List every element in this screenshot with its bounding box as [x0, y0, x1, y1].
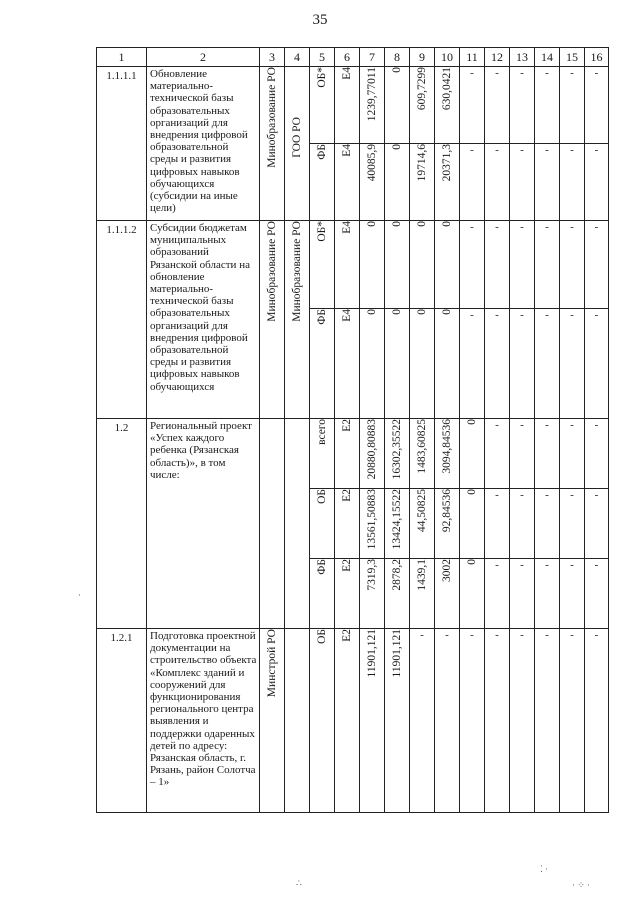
recipient-cell [285, 67, 310, 221]
header-cell: 11 [460, 48, 485, 67]
header-cell: 3 [260, 48, 285, 67]
dash: - [520, 559, 524, 571]
dash-cell [485, 67, 510, 144]
dash: - [594, 144, 599, 156]
funding-source: всего [316, 419, 328, 445]
value-cell [385, 67, 410, 144]
value-cell [435, 144, 460, 221]
value-col10: 3002 [441, 559, 453, 582]
value-cell [435, 309, 460, 419]
code-cell [335, 489, 360, 559]
header-cell: 9 [410, 48, 435, 67]
executor: Минобразование РО [266, 67, 278, 168]
row-name: Обновление материально-технической базы образовательных организаций для внедрения цифровой образовательной среды и развития цифровых навыков обучающихся (субсидии на иные цели) [147, 67, 260, 221]
row-name: Субсидии бюджетам муниципальных образований Рязанской области на обновление материально-технической базы образовательных организаций для внедрения цифровой образовательной среды и развития цифровых навыков обучающихся [147, 221, 260, 419]
value-cell [460, 489, 485, 559]
scan-speck: ∴ [296, 878, 302, 888]
dash-cell [535, 221, 560, 309]
value-col9: 19714,6 [416, 144, 428, 182]
dash-cell [510, 559, 535, 629]
dash-cell [485, 559, 510, 629]
budget-code: Е2 [341, 489, 353, 502]
value-col8: 16302,35522 [391, 419, 403, 480]
value-col9: 1439,1 [416, 559, 428, 591]
value-cell [410, 309, 435, 419]
header-cell: 15 [560, 48, 585, 67]
dash-cell [485, 309, 510, 419]
value-col7: 0 [366, 221, 378, 227]
dash: - [594, 309, 599, 321]
header-cell: 6 [335, 48, 360, 67]
value-col7: 20880,80883 [366, 419, 378, 480]
dash: - [545, 489, 549, 501]
budget-code: Е4 [341, 67, 353, 80]
dash: - [445, 629, 449, 641]
value-col11: 0 [466, 559, 478, 565]
value-cell [360, 144, 385, 221]
header-cell: 5 [310, 48, 335, 67]
value-cell [435, 489, 460, 559]
funding-source: ОБ [316, 489, 328, 504]
dash-cell [485, 419, 510, 489]
value-cell [385, 489, 410, 559]
dash-cell [560, 629, 585, 813]
value-cell [360, 419, 385, 489]
dash-cell [585, 419, 609, 489]
dash-cell [510, 629, 535, 813]
dash: - [520, 419, 524, 431]
value-cell [410, 419, 435, 489]
code-cell [335, 629, 360, 813]
dash: - [495, 629, 499, 641]
recipient-cell [285, 419, 310, 629]
table-row [97, 221, 609, 309]
dash-cell [585, 67, 609, 144]
value-cell [435, 419, 460, 489]
recipient-cell [285, 629, 310, 813]
value-cell [460, 419, 485, 489]
budget-code: Е4 [341, 309, 353, 322]
dash: - [545, 221, 549, 233]
budget-code: Е2 [341, 629, 353, 642]
value-cell [410, 144, 435, 221]
recipient: ГОО РО [291, 117, 303, 158]
value-col8: 2878,2 [391, 559, 403, 591]
scan-speck: · [78, 590, 81, 600]
dash: - [495, 67, 499, 79]
funding-source: ФБ [316, 144, 328, 160]
table-row [97, 629, 609, 813]
value-cell [410, 489, 435, 559]
dash-cell [410, 629, 435, 813]
dash-cell [535, 144, 560, 221]
header-cell: 1 [97, 48, 147, 67]
table-row [97, 419, 609, 489]
value-cell [360, 309, 385, 419]
dash: - [520, 144, 524, 156]
dash: - [594, 559, 599, 571]
dash: - [495, 489, 499, 501]
value-cell [410, 221, 435, 309]
row-name: Региональный проект «Успех каждого ребенка (Рязанская область)», в том числе: [147, 419, 260, 629]
funding-source: ОБ* [316, 221, 328, 242]
dash-cell [560, 221, 585, 309]
dash-cell [510, 67, 535, 144]
dash-cell [510, 419, 535, 489]
dash: - [470, 144, 474, 156]
dash: - [545, 419, 549, 431]
dash: - [520, 309, 524, 321]
dash-cell [585, 559, 609, 629]
dash: - [594, 489, 599, 501]
scan-speck: ⁚ · [540, 864, 549, 874]
value-cell [360, 221, 385, 309]
dash-cell [435, 629, 460, 813]
dash: - [495, 559, 499, 571]
value-col8: 0 [391, 221, 403, 227]
value-cell [385, 221, 410, 309]
dash: - [520, 489, 524, 501]
value-cell [385, 309, 410, 419]
dash: - [470, 221, 474, 233]
dash: - [594, 629, 599, 641]
dash-cell [585, 489, 609, 559]
dash: - [495, 309, 499, 321]
value-col10: 92,84536 [441, 489, 453, 533]
value-col9: 0 [416, 221, 428, 227]
dash: - [495, 144, 499, 156]
executor-cell [260, 419, 285, 629]
value-col7: 40085,9 [366, 144, 378, 182]
code-cell [335, 309, 360, 419]
budget-code: Е2 [341, 419, 353, 432]
source-cell [310, 221, 335, 309]
dash-cell [510, 144, 535, 221]
source-cell [310, 489, 335, 559]
value-cell [410, 559, 435, 629]
value-cell [385, 629, 410, 813]
dash: - [570, 629, 574, 641]
value-cell [460, 559, 485, 629]
funding-source: ОБ* [316, 67, 328, 88]
value-col11: 0 [466, 419, 478, 425]
header-cell: 13 [510, 48, 535, 67]
funding-source: ФБ [316, 559, 328, 575]
dash: - [545, 559, 549, 571]
dash: - [545, 67, 549, 79]
value-col10: 630,0421 [441, 67, 453, 111]
row-name: Подготовка проектной документации на строительство объекта «Комплекс зданий и сооружений для функционирования регионального центра выявления и поддержки одаренных детей по адресу: Рязанская область, г. Рязань, район Солотча – 1» [147, 629, 260, 813]
dash-cell [460, 221, 485, 309]
dash-cell [510, 309, 535, 419]
row-code: 1.1.1.1 [97, 67, 147, 221]
budget-code: Е4 [341, 144, 353, 157]
source-cell [310, 559, 335, 629]
dash: - [520, 629, 524, 641]
value-cell [435, 559, 460, 629]
dash-cell [485, 629, 510, 813]
dash: - [545, 309, 549, 321]
dash: - [520, 221, 524, 233]
value-cell [385, 144, 410, 221]
dash: - [570, 559, 574, 571]
dash-cell [560, 144, 585, 221]
dash-cell [485, 221, 510, 309]
value-col9: 609,7299 [416, 67, 428, 111]
dash-cell [485, 489, 510, 559]
header-cell: 4 [285, 48, 310, 67]
dash-cell [585, 629, 609, 813]
header-cell: 14 [535, 48, 560, 67]
value-cell [435, 67, 460, 144]
code-cell [335, 221, 360, 309]
source-cell [310, 309, 335, 419]
dash: - [520, 67, 524, 79]
dash: - [495, 419, 499, 431]
budget-code: Е2 [341, 559, 353, 572]
budget-code: Е4 [341, 221, 353, 234]
value-col8: 0 [391, 67, 403, 73]
value-col8: 11901,121 [391, 629, 403, 678]
dash: - [570, 221, 574, 233]
dash: - [594, 419, 599, 431]
executor-cell [260, 629, 285, 813]
header-cell: 10 [435, 48, 460, 67]
dash-cell [460, 67, 485, 144]
recipient-cell [285, 221, 310, 419]
dash-cell [560, 489, 585, 559]
source-cell [310, 629, 335, 813]
code-cell [335, 559, 360, 629]
value-cell [360, 67, 385, 144]
source-cell [310, 67, 335, 144]
executor-cell [260, 67, 285, 221]
value-cell [360, 559, 385, 629]
value-col9: 44,50825 [416, 489, 428, 533]
dash-cell [585, 144, 609, 221]
dash-cell [560, 309, 585, 419]
value-cell [410, 67, 435, 144]
dash-cell [535, 67, 560, 144]
program-table [96, 47, 609, 813]
page-number: 35 [312, 12, 328, 28]
executor: Минстрой РО [266, 629, 278, 698]
executor-cell [260, 221, 285, 419]
scan-speck: · ⁘ · [572, 880, 591, 890]
dash: - [495, 221, 499, 233]
value-col10: 3094,84536 [441, 419, 453, 474]
code-cell [335, 144, 360, 221]
value-col8: 13424,15522 [391, 489, 403, 550]
dash-cell [535, 419, 560, 489]
dash: - [570, 419, 574, 431]
row-code: 1.2 [97, 419, 147, 629]
dash-cell [535, 489, 560, 559]
dash: - [545, 144, 549, 156]
value-col10: 0 [441, 221, 453, 227]
value-cell [360, 489, 385, 559]
source-cell [310, 144, 335, 221]
value-cell [385, 559, 410, 629]
table-row [97, 67, 609, 144]
value-col10: 20371,3 [441, 144, 453, 182]
dash-cell [585, 221, 609, 309]
value-col10: 0 [441, 309, 453, 315]
value-col7: 7319,3 [366, 559, 378, 591]
value-col7: 0 [366, 309, 378, 315]
value-col8: 0 [391, 144, 403, 150]
value-col7: 11901,121 [366, 629, 378, 678]
dash: - [570, 144, 574, 156]
dash-cell [460, 144, 485, 221]
dash-cell [560, 419, 585, 489]
dash: - [470, 309, 474, 321]
dash: - [594, 67, 599, 79]
dash: - [570, 489, 574, 501]
dash: - [470, 67, 474, 79]
value-col9: 0 [416, 309, 428, 315]
value-col11: 0 [466, 489, 478, 495]
value-col7: 1239,77011 [366, 67, 378, 122]
value-cell [385, 419, 410, 489]
dash-cell [560, 559, 585, 629]
funding-source: ОБ [316, 629, 328, 644]
row-code: 1.1.1.2 [97, 221, 147, 419]
dash-cell [460, 309, 485, 419]
dash: - [594, 221, 599, 233]
dash-cell [535, 629, 560, 813]
dash-cell [510, 489, 535, 559]
dash: - [570, 67, 574, 79]
dash: - [545, 629, 549, 641]
header-row [97, 48, 609, 67]
dash-cell [460, 629, 485, 813]
dash-cell [510, 221, 535, 309]
code-cell [335, 419, 360, 489]
dash-cell [535, 559, 560, 629]
row-code: 1.2.1 [97, 629, 147, 813]
value-col7: 13561,50883 [366, 489, 378, 550]
value-cell [360, 629, 385, 813]
dash: - [570, 309, 574, 321]
header-cell: 7 [360, 48, 385, 67]
code-cell [335, 67, 360, 144]
header-cell: 12 [485, 48, 510, 67]
dash: - [470, 629, 474, 641]
dash-cell [535, 309, 560, 419]
header-cell: 8 [385, 48, 410, 67]
header-cell: 2 [147, 48, 260, 67]
dash-cell [560, 67, 585, 144]
dash-cell [485, 144, 510, 221]
source-cell [310, 419, 335, 489]
value-col9: 1483,60825 [416, 419, 428, 474]
executor: Минобразование РО [266, 221, 278, 322]
header-cell: 16 [585, 48, 609, 67]
recipient: Минобразование РО [291, 221, 303, 322]
dash: - [420, 629, 424, 641]
dash-cell [585, 309, 609, 419]
funding-source: ФБ [316, 309, 328, 325]
value-cell [435, 221, 460, 309]
value-col8: 0 [391, 309, 403, 315]
